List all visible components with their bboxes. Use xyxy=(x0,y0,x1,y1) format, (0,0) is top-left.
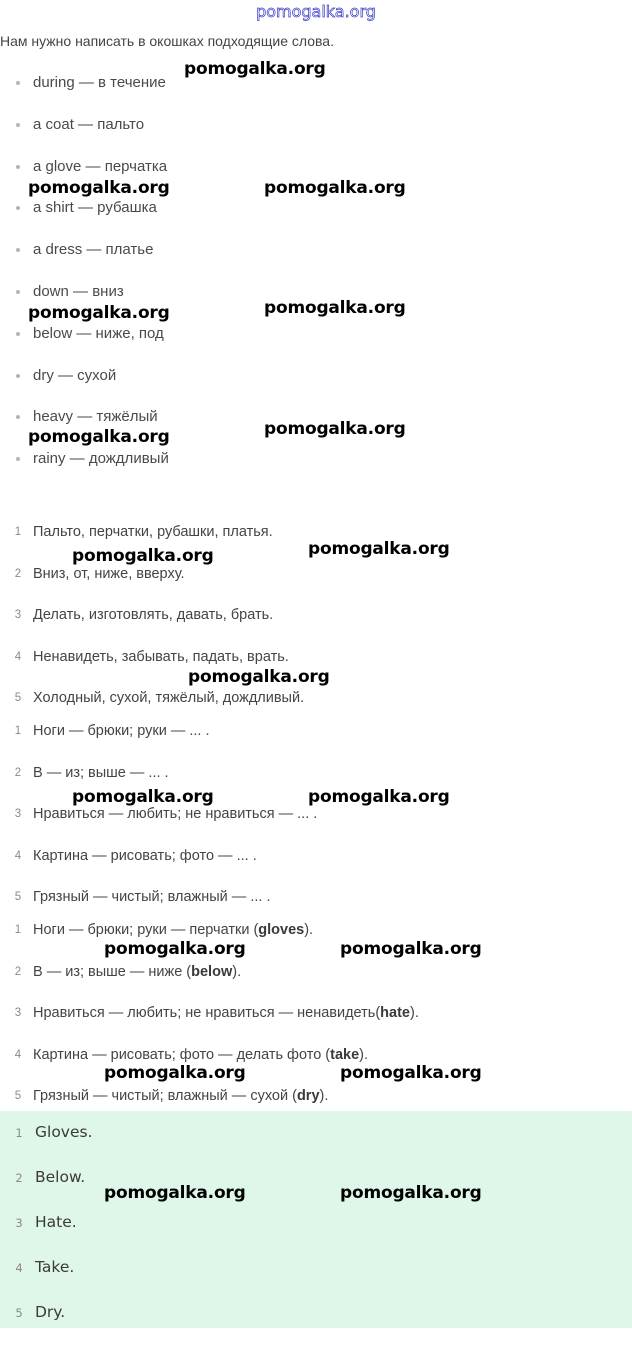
bullet-icon xyxy=(16,165,20,169)
item-number: 2 xyxy=(15,1171,23,1185)
task-text: Вниз, от, ниже, вверху. xyxy=(33,565,185,582)
vocab-item xyxy=(16,241,169,283)
watermark: pomogalka.org xyxy=(340,1183,482,1203)
site-logo[interactable]: pomogalka.org xyxy=(256,2,376,21)
answer-text: Ноги — брюки; руки — перчатки ( xyxy=(33,922,259,938)
answer-item xyxy=(0,964,419,1006)
bullet-icon xyxy=(16,248,20,252)
bullet-icon xyxy=(16,415,20,419)
answer-keyword: take xyxy=(330,1046,360,1063)
item-number: 5 xyxy=(14,692,22,705)
answer-text: В — из; выше — ниже ( xyxy=(33,963,192,980)
quiz-list xyxy=(0,723,317,931)
quiz-text: Нравиться — любить; не нравиться — ... . xyxy=(33,806,318,822)
quiz-text: Грязный — чистый; влажный — ... . xyxy=(33,889,271,905)
watermark: pomogalka.org xyxy=(340,939,482,959)
watermark: pomogalka.org xyxy=(28,427,170,447)
item-number: 3 xyxy=(14,808,22,820)
final-answer-item xyxy=(0,1258,93,1303)
final-answer-item xyxy=(0,1303,93,1348)
quiz-text: В — из; выше — ... . xyxy=(33,764,169,781)
item-number: 4 xyxy=(14,650,22,663)
final-answer-item xyxy=(0,1123,93,1168)
vocab-text: a dress — платье xyxy=(33,241,154,259)
bullet-icon xyxy=(16,123,20,127)
final-answer-list xyxy=(0,1123,93,1348)
answer-text: Грязный — чистый; влажный — сухой ( xyxy=(33,1088,297,1105)
bullet-icon xyxy=(16,81,20,85)
task-text: Пальто, перчатки, рубашки, платья. xyxy=(33,524,273,540)
vocab-text: during — в течение xyxy=(33,74,166,91)
watermark: pomogalka.org xyxy=(104,939,246,959)
watermark: pomogalka.org xyxy=(28,303,170,323)
quiz-text: Ноги — брюки; руки — ... . xyxy=(33,723,210,739)
answer-keyword: gloves xyxy=(258,922,305,938)
bullet-icon xyxy=(16,332,20,336)
quiz-item xyxy=(0,723,317,765)
vocab-text: dry — сухой xyxy=(33,366,117,384)
item-number: 1 xyxy=(14,526,22,538)
item-number: 2 xyxy=(14,965,22,978)
bullet-icon xyxy=(16,374,20,378)
item-number: 1 xyxy=(14,924,22,936)
vocab-item xyxy=(16,116,169,158)
final-answer-box xyxy=(0,1111,632,1328)
watermark: pomogalka.org xyxy=(308,787,450,807)
item-number: 3 xyxy=(14,1007,22,1020)
item-number: 4 xyxy=(15,1261,23,1275)
task-item xyxy=(0,566,304,608)
vocab-text: a glove — перчатка xyxy=(33,157,168,175)
final-answer-item xyxy=(0,1213,93,1258)
final-answer-text: Below. xyxy=(35,1168,86,1186)
vocab-text: down — вниз xyxy=(33,282,124,300)
watermark: pomogalka.org xyxy=(188,667,330,687)
quiz-text: Картина — рисовать; фото — ... . xyxy=(33,847,257,864)
vocab-text: a coat — пальто xyxy=(33,115,145,133)
watermark: pomogalka.org xyxy=(308,539,450,559)
vocab-item xyxy=(16,450,169,492)
item-number: 2 xyxy=(14,567,22,580)
answer-text-end: ). xyxy=(304,922,314,938)
item-number: 2 xyxy=(14,766,22,779)
task-text: Делать, изготовлять, давать, брать. xyxy=(33,607,274,624)
watermark: pomogalka.org xyxy=(104,1063,246,1083)
vocab-text: rainy — дождливый xyxy=(33,450,169,468)
vocab-item xyxy=(16,199,169,241)
vocab-text: a shirt — рубашка xyxy=(33,199,157,217)
answer-keyword: dry xyxy=(296,1088,320,1105)
quiz-item xyxy=(0,848,317,890)
answer-keyword: below xyxy=(191,963,233,980)
item-number: 3 xyxy=(15,1216,23,1230)
item-number: 4 xyxy=(14,849,22,862)
item-number: 3 xyxy=(14,609,22,622)
bullet-icon xyxy=(16,457,20,461)
final-answer-text: Hate. xyxy=(35,1213,77,1231)
answer-text-end: ). xyxy=(232,963,242,980)
bullet-icon xyxy=(16,290,20,294)
vocab-item xyxy=(16,367,169,409)
task-text: Ненавидеть, забывать, падать, врать. xyxy=(33,648,289,665)
item-number: 5 xyxy=(14,1090,22,1103)
final-answer-text: Gloves. xyxy=(35,1123,93,1141)
task-text: Холодный, сухой, тяжёлый, дождливый. xyxy=(33,690,305,707)
watermark: pomogalka.org xyxy=(264,298,406,318)
watermark: pomogalka.org xyxy=(184,59,326,79)
vocab-item xyxy=(16,325,169,367)
final-answer-item xyxy=(0,1168,93,1213)
final-answer-text: Dry. xyxy=(35,1303,66,1321)
bullet-icon xyxy=(16,206,20,210)
answer-keyword: hate xyxy=(380,1005,410,1022)
watermark: pomogalka.org xyxy=(72,787,214,807)
watermark: pomogalka.org xyxy=(264,419,406,439)
vocab-text: heavy — тяжёлый xyxy=(33,408,158,426)
answer-text-end: ). xyxy=(410,1005,419,1022)
vocab-text: below — ниже, под xyxy=(33,324,164,342)
answer-item xyxy=(0,1005,419,1047)
answer-text-end: ). xyxy=(319,1088,329,1105)
item-number: 5 xyxy=(14,891,22,903)
final-answer-text: Take. xyxy=(35,1258,75,1276)
watermark: pomogalka.org xyxy=(264,178,406,198)
answer-text: Картина — рисовать; фото — делать фото ( xyxy=(33,1046,331,1063)
vocab-item xyxy=(16,74,169,116)
item-number: 1 xyxy=(14,725,22,737)
quiz-item xyxy=(0,806,317,848)
item-number: 5 xyxy=(15,1306,23,1320)
task-item xyxy=(0,607,304,649)
item-number: 4 xyxy=(14,1048,22,1061)
watermark: pomogalka.org xyxy=(340,1063,482,1083)
watermark: pomogalka.org xyxy=(104,1183,246,1203)
answer-text-end: ). xyxy=(359,1046,369,1063)
watermark: pomogalka.org xyxy=(28,178,170,198)
intro-text: Нам нужно написать в окошках подходящие слова. xyxy=(0,33,334,49)
item-number: 1 xyxy=(15,1126,23,1140)
answer-text: Нравиться — любить; не нравиться — ненавидеть( xyxy=(33,1005,381,1022)
watermark: pomogalka.org xyxy=(72,546,214,566)
